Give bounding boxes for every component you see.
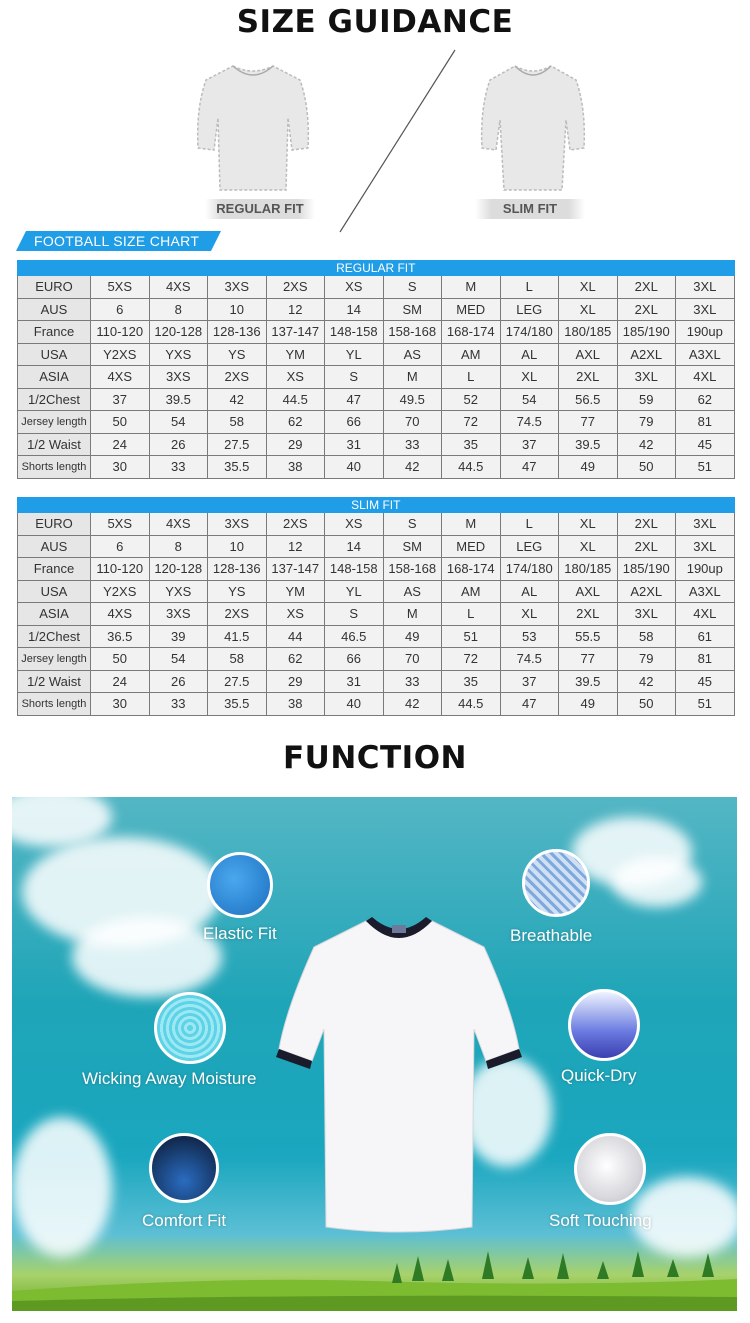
- table-cell: 74.5: [500, 411, 559, 434]
- table-cell: YL: [325, 343, 384, 366]
- slim-fit-label: SLIM FIT: [475, 199, 585, 219]
- table-cell: AM: [442, 580, 501, 603]
- row-label: ASIA: [18, 366, 91, 389]
- row-label: EURO: [18, 513, 91, 536]
- table-cell: YM: [266, 580, 325, 603]
- table-cell: A3XL: [676, 343, 735, 366]
- breathable-label: Breathable: [510, 926, 593, 945]
- table-cell: 54: [149, 411, 208, 434]
- table-row: [18, 456, 735, 479]
- table-cell: XS: [325, 276, 384, 299]
- table-cell: 12: [266, 535, 325, 558]
- table-cell: 24: [91, 433, 150, 456]
- table-row: [18, 670, 735, 693]
- table-cell: LEG: [500, 535, 559, 558]
- table-cell: 2XS: [266, 276, 325, 299]
- table-cell: 4XL: [676, 366, 735, 389]
- table-cell: 49: [559, 693, 618, 716]
- table-cell: 110-120: [91, 558, 150, 581]
- table-cell: 79: [617, 648, 676, 671]
- table-cell: SM: [383, 298, 442, 321]
- table-cell: 158-168: [383, 558, 442, 581]
- table-cell: AXL: [559, 343, 618, 366]
- table-row: [18, 433, 735, 456]
- row-label: France: [18, 558, 91, 581]
- table-cell: 2XL: [617, 298, 676, 321]
- table-cell: 148-158: [325, 321, 384, 344]
- row-label: 1/2 Waist: [18, 670, 91, 693]
- table-cell: AS: [383, 580, 442, 603]
- table-cell: 37: [91, 388, 150, 411]
- table-cell: 38: [266, 693, 325, 716]
- table-cell: 58: [208, 411, 267, 434]
- row-label: ASIA: [18, 603, 91, 626]
- table-cell: 168-174: [442, 558, 501, 581]
- table-title: SLIM FIT: [18, 498, 735, 513]
- table-cell: 74.5: [500, 648, 559, 671]
- table-cell: A2XL: [617, 580, 676, 603]
- table-cell: 58: [617, 625, 676, 648]
- table-cell: 61: [676, 625, 735, 648]
- table-cell: XL: [500, 603, 559, 626]
- table-cell: 37: [500, 433, 559, 456]
- table-cell: XL: [559, 513, 618, 536]
- table-cell: 72: [442, 648, 501, 671]
- table-cell: 54: [149, 648, 208, 671]
- table-cell: 3XL: [617, 603, 676, 626]
- table-cell: 42: [208, 388, 267, 411]
- table-cell: L: [500, 276, 559, 299]
- table-cell: 12: [266, 298, 325, 321]
- table-cell: 50: [91, 411, 150, 434]
- table-cell: 62: [266, 648, 325, 671]
- table-cell: 72: [442, 411, 501, 434]
- table-cell: 2XL: [559, 366, 618, 389]
- table-cell: XL: [500, 366, 559, 389]
- table-cell: 38: [266, 456, 325, 479]
- table-cell: 62: [266, 411, 325, 434]
- row-label: France: [18, 321, 91, 344]
- regular-fit-size-table: [17, 260, 735, 479]
- table-cell: 51: [442, 625, 501, 648]
- table-cell: M: [383, 603, 442, 626]
- soft-touching-label: Soft Touching: [549, 1211, 652, 1230]
- table-cell: 4XS: [91, 366, 150, 389]
- cloud: [72, 917, 222, 997]
- table-cell: 4XL: [676, 603, 735, 626]
- row-label: EURO: [18, 276, 91, 299]
- row-label: AUS: [18, 298, 91, 321]
- table-cell: YS: [208, 343, 267, 366]
- table-cell: 128-136: [208, 321, 267, 344]
- table-row: [18, 276, 735, 299]
- table-cell: 190up: [676, 321, 735, 344]
- table-cell: Y2XS: [91, 580, 150, 603]
- table-cell: 62: [676, 388, 735, 411]
- table-cell: AL: [500, 580, 559, 603]
- table-cell: 51: [676, 693, 735, 716]
- row-label: Jersey length: [18, 648, 91, 671]
- table-row: [18, 513, 735, 536]
- row-label: 1/2 Waist: [18, 433, 91, 456]
- table-cell: 58: [208, 648, 267, 671]
- table-cell: 59: [617, 388, 676, 411]
- table-row: [18, 625, 735, 648]
- slim-fit-shirt-image: [468, 58, 598, 198]
- table-cell: 50: [617, 693, 676, 716]
- table-row: [18, 298, 735, 321]
- table-cell: 44.5: [442, 693, 501, 716]
- row-label: AUS: [18, 535, 91, 558]
- table-cell: 42: [617, 433, 676, 456]
- table-cell: YL: [325, 580, 384, 603]
- table-cell: 128-136: [208, 558, 267, 581]
- table-row: [18, 693, 735, 716]
- table-row: [18, 648, 735, 671]
- table-cell: 42: [617, 670, 676, 693]
- table-cell: YS: [208, 580, 267, 603]
- table-cell: 77: [559, 648, 618, 671]
- table-cell: 42: [383, 693, 442, 716]
- table-cell: 55.5: [559, 625, 618, 648]
- table-cell: 33: [149, 456, 208, 479]
- table-cell: AM: [442, 343, 501, 366]
- table-cell: 4XS: [91, 603, 150, 626]
- table-cell: S: [325, 366, 384, 389]
- comfort-fit-label: Comfort Fit: [142, 1211, 227, 1230]
- row-label: 1/2Chest: [18, 388, 91, 411]
- table-cell: XS: [325, 513, 384, 536]
- table-cell: 3XL: [676, 535, 735, 558]
- table-cell: Y2XS: [91, 343, 150, 366]
- table-cell: 27.5: [208, 670, 267, 693]
- table-cell: 45: [676, 433, 735, 456]
- table-cell: L: [500, 513, 559, 536]
- divider-line: [0, 0, 750, 240]
- table-cell: 50: [91, 648, 150, 671]
- table-cell: 24: [91, 670, 150, 693]
- table-cell: 3XL: [617, 366, 676, 389]
- elastic-fit-label: Elastic Fit: [203, 924, 277, 943]
- table-row: [18, 411, 735, 434]
- table-cell: LEG: [500, 298, 559, 321]
- table-cell: 3XL: [676, 513, 735, 536]
- table-cell: 41.5: [208, 625, 267, 648]
- size-guidance-heading: SIZE GUIDANCE: [236, 4, 514, 40]
- table-cell: AXL: [559, 580, 618, 603]
- wicking-swatch: [154, 992, 226, 1064]
- table-cell: 137-147: [266, 558, 325, 581]
- table-row: [18, 535, 735, 558]
- table-cell: 26: [149, 670, 208, 693]
- table-cell: SM: [383, 535, 442, 558]
- table-cell: YXS: [149, 343, 208, 366]
- table-cell: 46.5: [325, 625, 384, 648]
- table-cell: 30: [91, 693, 150, 716]
- row-label: Shorts length: [18, 693, 91, 716]
- table-cell: S: [383, 276, 442, 299]
- table-cell: 8: [149, 535, 208, 558]
- table-cell: 77: [559, 411, 618, 434]
- table-row: [18, 366, 735, 389]
- table-cell: 35: [442, 433, 501, 456]
- table-cell: 190up: [676, 558, 735, 581]
- row-label: Shorts length: [18, 456, 91, 479]
- table-cell: 174/180: [500, 558, 559, 581]
- quick-dry-label: Quick-Dry: [561, 1066, 637, 1085]
- table-cell: 31: [325, 670, 384, 693]
- table-cell: MED: [442, 535, 501, 558]
- cloud: [612, 857, 702, 907]
- table-row: [18, 580, 735, 603]
- table-cell: 180/185: [559, 321, 618, 344]
- row-label: Jersey length: [18, 411, 91, 434]
- table-cell: MED: [442, 298, 501, 321]
- function-heading: FUNCTION: [282, 740, 468, 776]
- table-cell: 70: [383, 411, 442, 434]
- table-cell: 51: [676, 456, 735, 479]
- elastic-fit-swatch: [207, 852, 273, 918]
- table-cell: 6: [91, 535, 150, 558]
- table-cell: YM: [266, 343, 325, 366]
- table-cell: 49.5: [383, 388, 442, 411]
- grass-field: [12, 1251, 737, 1311]
- table-cell: 35.5: [208, 693, 267, 716]
- table-cell: 3XS: [208, 513, 267, 536]
- table-cell: L: [442, 603, 501, 626]
- table-cell: 174/180: [500, 321, 559, 344]
- table-cell: 14: [325, 298, 384, 321]
- table-cell: S: [383, 513, 442, 536]
- table-cell: S: [325, 603, 384, 626]
- table-cell: 44: [266, 625, 325, 648]
- table-cell: 37: [500, 670, 559, 693]
- table-cell: 47: [500, 693, 559, 716]
- table-cell: 10: [208, 298, 267, 321]
- table-cell: 3XS: [149, 366, 208, 389]
- table-cell: XL: [559, 535, 618, 558]
- table-cell: 2XL: [617, 276, 676, 299]
- table-cell: 33: [383, 670, 442, 693]
- cloud: [12, 1117, 112, 1257]
- table-cell: 35: [442, 670, 501, 693]
- table-cell: 31: [325, 433, 384, 456]
- table-cell: 79: [617, 411, 676, 434]
- table-cell: M: [442, 513, 501, 536]
- table-title: REGULAR FIT: [18, 261, 735, 276]
- table-cell: 110-120: [91, 321, 150, 344]
- table-cell: M: [383, 366, 442, 389]
- table-cell: 52: [442, 388, 501, 411]
- table-cell: 33: [383, 433, 442, 456]
- table-row: [18, 603, 735, 626]
- table-cell: 6: [91, 298, 150, 321]
- table-cell: 56.5: [559, 388, 618, 411]
- table-cell: 4XS: [149, 276, 208, 299]
- table-cell: 70: [383, 648, 442, 671]
- table-cell: 40: [325, 456, 384, 479]
- table-cell: 137-147: [266, 321, 325, 344]
- table-cell: 2XS: [208, 366, 267, 389]
- table-cell: 3XL: [676, 276, 735, 299]
- table-cell: 45: [676, 670, 735, 693]
- table-cell: 2XL: [617, 513, 676, 536]
- table-cell: 120-128: [149, 558, 208, 581]
- table-cell: A2XL: [617, 343, 676, 366]
- table-cell: 26: [149, 433, 208, 456]
- table-row: [18, 343, 735, 366]
- table-cell: XL: [559, 298, 618, 321]
- table-cell: M: [442, 276, 501, 299]
- table-cell: 3XS: [149, 603, 208, 626]
- table-cell: 49: [559, 456, 618, 479]
- table-cell: 148-158: [325, 558, 384, 581]
- breathable-swatch: [522, 849, 590, 917]
- table-cell: 29: [266, 433, 325, 456]
- table-cell: 50: [617, 456, 676, 479]
- table-cell: 44.5: [442, 456, 501, 479]
- football-jersey-image: [274, 909, 524, 1234]
- table-cell: 29: [266, 670, 325, 693]
- table-cell: 54: [500, 388, 559, 411]
- table-cell: 8: [149, 298, 208, 321]
- table-cell: 49: [383, 625, 442, 648]
- table-row: [18, 321, 735, 344]
- regular-fit-label: REGULAR FIT: [205, 199, 315, 219]
- table-cell: 39.5: [559, 670, 618, 693]
- table-cell: YXS: [149, 580, 208, 603]
- table-cell: 14: [325, 535, 384, 558]
- chart-banner-text: FOOTBALL SIZE CHART: [34, 233, 200, 249]
- table-cell: 158-168: [383, 321, 442, 344]
- table-cell: 35.5: [208, 456, 267, 479]
- table-cell: 66: [325, 411, 384, 434]
- table-cell: 5XS: [91, 513, 150, 536]
- quick-dry-swatch: [568, 989, 640, 1061]
- table-cell: 33: [149, 693, 208, 716]
- table-cell: 2XL: [559, 603, 618, 626]
- table-cell: 2XS: [266, 513, 325, 536]
- table-cell: 5XS: [91, 276, 150, 299]
- table-cell: 30: [91, 456, 150, 479]
- table-cell: 185/190: [617, 321, 676, 344]
- wicking-label: Wicking Away Moisture: [82, 1069, 257, 1088]
- table-cell: 39.5: [149, 388, 208, 411]
- table-cell: 39: [149, 625, 208, 648]
- table-cell: AL: [500, 343, 559, 366]
- table-cell: 44.5: [266, 388, 325, 411]
- table-cell: 120-128: [149, 321, 208, 344]
- function-panel: [12, 797, 737, 1311]
- table-cell: XL: [559, 276, 618, 299]
- table-cell: 47: [500, 456, 559, 479]
- row-label: USA: [18, 580, 91, 603]
- table-title-row: [18, 498, 735, 513]
- table-cell: 4XS: [149, 513, 208, 536]
- table-cell: 180/185: [559, 558, 618, 581]
- table-row: [18, 558, 735, 581]
- table-cell: 40: [325, 693, 384, 716]
- table-cell: A3XL: [676, 580, 735, 603]
- table-cell: 42: [383, 456, 442, 479]
- table-row: [18, 388, 735, 411]
- row-label: USA: [18, 343, 91, 366]
- table-cell: 168-174: [442, 321, 501, 344]
- table-cell: L: [442, 366, 501, 389]
- table-cell: 53: [500, 625, 559, 648]
- table-cell: 3XL: [676, 298, 735, 321]
- table-cell: 66: [325, 648, 384, 671]
- table-cell: 3XS: [208, 276, 267, 299]
- table-title-row: [18, 261, 735, 276]
- table-cell: 10: [208, 535, 267, 558]
- table-cell: 81: [676, 648, 735, 671]
- comfort-fit-swatch: [149, 1133, 219, 1203]
- table-cell: 185/190: [617, 558, 676, 581]
- table-cell: 47: [325, 388, 384, 411]
- table-cell: 39.5: [559, 433, 618, 456]
- slim-fit-size-table: [17, 497, 735, 716]
- table-cell: 2XL: [617, 535, 676, 558]
- row-label: 1/2Chest: [18, 625, 91, 648]
- table-cell: AS: [383, 343, 442, 366]
- soft-touching-swatch: [574, 1133, 646, 1205]
- football-size-chart-banner: [16, 231, 221, 251]
- table-cell: 27.5: [208, 433, 267, 456]
- table-cell: XS: [266, 366, 325, 389]
- table-cell: 2XS: [208, 603, 267, 626]
- table-cell: 81: [676, 411, 735, 434]
- table-cell: XS: [266, 603, 325, 626]
- table-cell: 36.5: [91, 625, 150, 648]
